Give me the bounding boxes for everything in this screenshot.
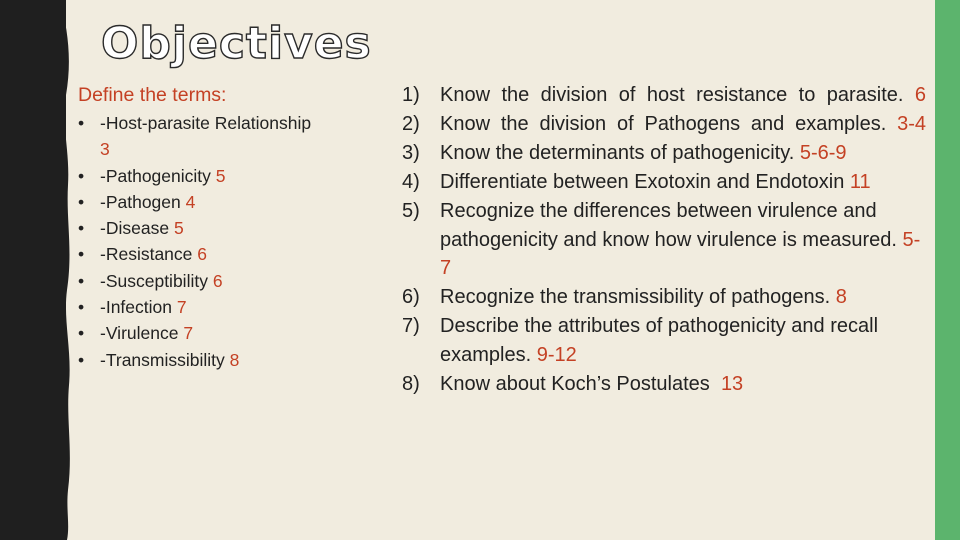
slide-title: Objectives — [101, 18, 372, 69]
objective-number: 2) — [402, 112, 420, 135]
objective-text: Describe the attributes of pathogenicity and recall examples. — [440, 315, 879, 367]
objective-text: Differentiate between Exotoxin and Endotoxin — [440, 170, 845, 193]
torn-edge-decoration — [48, 0, 82, 540]
terms-list — [78, 110, 378, 373]
page-reference: 4 — [185, 191, 196, 212]
term-item — [78, 320, 378, 346]
objective-number: 5) — [402, 199, 420, 222]
term-text: -Pathogenicity — [100, 165, 211, 186]
objective-item — [402, 168, 926, 197]
define-terms-heading: Define the terms: — [78, 84, 227, 106]
term-text: -Host-parasite Relationship — [100, 113, 312, 133]
page-reference: 7 — [183, 323, 194, 344]
objectives-list — [402, 81, 926, 399]
page-reference: 7 — [176, 297, 187, 318]
page-reference: 9-12 — [536, 344, 577, 367]
term-text: -Transmissibility — [100, 349, 225, 370]
objective-number: 7) — [402, 315, 420, 338]
objective-number: 1) — [402, 84, 420, 106]
page-reference: 6 — [914, 84, 926, 106]
objective-text: Recognize the differences between virulence and pathogenicity and know how virulence is measured. — [440, 199, 897, 251]
term-text: -Susceptibility — [100, 270, 208, 291]
objective-item — [402, 110, 926, 139]
term-text: -Disease — [100, 218, 170, 239]
page-reference: 3 — [100, 139, 110, 160]
objective-text: Know the division of Pathogens and examples. — [440, 112, 887, 135]
term-text: -Infection — [100, 297, 172, 318]
page-reference: 5 — [173, 218, 184, 239]
objective-text: Know the division of host resistance to parasite. — [440, 84, 904, 106]
objective-text: Know about Koch’s Postulates — [440, 373, 710, 396]
objective-number: 8) — [402, 373, 420, 396]
page-reference: 8 — [835, 286, 847, 309]
right-accent-stripe — [935, 0, 960, 540]
page-reference: 6 — [197, 244, 208, 265]
objective-number: 6) — [402, 286, 420, 309]
term-text: -Pathogen — [100, 191, 181, 212]
term-item — [78, 215, 378, 241]
term-text: -Virulence — [100, 323, 179, 344]
page-reference: 5 — [215, 165, 226, 186]
objective-item — [402, 81, 926, 110]
objective-text: Recognize the transmissibility of pathogens. — [440, 286, 831, 309]
objective-item — [402, 139, 926, 168]
page-reference: 3-4 — [897, 112, 926, 135]
term-item — [78, 163, 378, 189]
objective-item — [402, 283, 926, 312]
page-reference: 5-6-9 — [799, 141, 847, 164]
objective-item — [402, 370, 926, 399]
objective-number: 4) — [402, 170, 420, 193]
objective-item — [402, 197, 926, 284]
page-reference: 13 — [720, 373, 744, 396]
term-text: -Resistance — [100, 244, 193, 265]
term-item — [78, 241, 378, 267]
term-item — [78, 189, 378, 215]
objective-text: Know the determinants of pathogenicity. — [440, 141, 795, 164]
page-reference: 6 — [212, 270, 223, 291]
page-reference: 5-7 — [440, 228, 921, 280]
term-item — [78, 268, 378, 294]
objective-item — [402, 312, 926, 370]
page-reference: 8 — [229, 349, 240, 370]
term-item — [78, 294, 378, 320]
term-item — [78, 110, 378, 163]
objective-number: 3) — [402, 141, 420, 164]
term-item — [78, 347, 378, 373]
page-reference: 11 — [849, 170, 871, 193]
